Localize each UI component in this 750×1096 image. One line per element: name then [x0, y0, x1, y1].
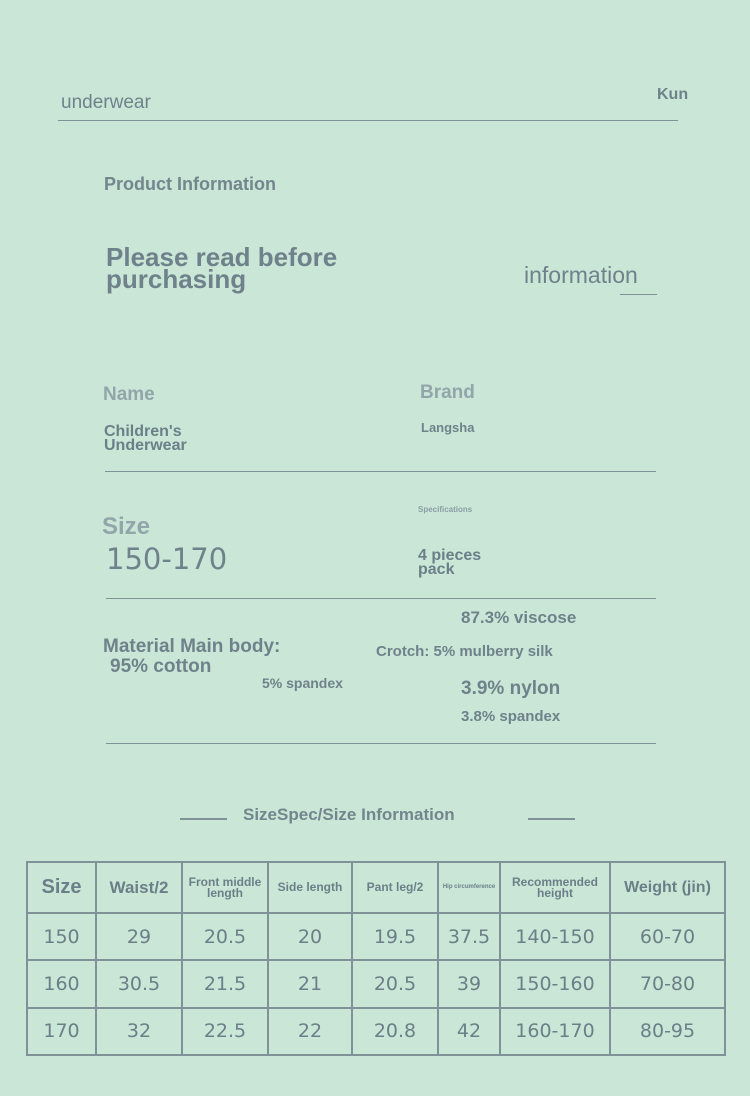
cell-front-middle-length: 21.5 [182, 960, 268, 1007]
table-header-row [27, 862, 725, 913]
cell-weight: 60-70 [610, 913, 725, 960]
cell-front-middle-length: 22.5 [182, 1008, 268, 1055]
header-size: Size [27, 862, 96, 913]
section-title: Product Information [104, 174, 276, 194]
cell-front-middle-length: 20.5 [182, 913, 268, 960]
size-section-rule-right [528, 818, 575, 820]
brand-mark: Kun [657, 86, 689, 103]
header-side-length: Side length [268, 862, 352, 913]
material-main-spandex: 5% spandex [262, 675, 343, 691]
size-section-rule-left [180, 818, 227, 820]
table-row [27, 1008, 725, 1055]
table-row [27, 913, 725, 960]
header-divider [58, 120, 678, 121]
cell-waist: 30.5 [96, 960, 182, 1007]
cell-waist: 32 [96, 1008, 182, 1055]
header-pant-leg: Pant leg/2 [352, 862, 438, 913]
header-recommended-height: Recommended height [500, 862, 610, 913]
cell-size: 150 [27, 913, 96, 960]
cell-hip-circumference: 42 [438, 1008, 500, 1055]
cell-side-length: 22 [268, 1008, 352, 1055]
header-weight: Weight (jin) [610, 862, 725, 913]
side-label: information [524, 262, 638, 288]
crotch-viscose: 87.3% viscose [461, 608, 577, 627]
header-front-middle-length: Front middle length [182, 862, 268, 913]
cell-side-length: 21 [268, 960, 352, 1007]
spec-value: 4 pieces pack [418, 547, 482, 578]
cell-recommended-height: 140-150 [500, 913, 610, 960]
headline: Please read before purchasing [106, 242, 338, 294]
name-value: Children's Underwear [104, 423, 187, 454]
cell-hip-circumference: 39 [438, 960, 500, 1007]
spec-label: Specifications [418, 505, 473, 514]
cell-side-length: 20 [268, 913, 352, 960]
info-divider-1 [105, 471, 656, 472]
cell-size: 160 [27, 960, 96, 1007]
header-hip-circumference: Hip circumference [438, 862, 500, 913]
header-waist: Waist/2 [96, 862, 182, 913]
category-label: underwear [61, 92, 151, 113]
side-label-underline [620, 294, 657, 295]
size-label: Size [102, 513, 151, 540]
size-value: 150-170 [106, 542, 228, 576]
cell-recommended-height: 150-160 [500, 960, 610, 1007]
cell-pant-leg: 19.5 [352, 913, 438, 960]
crotch-nylon: 3.9% nylon [461, 678, 561, 699]
cell-waist: 29 [96, 913, 182, 960]
size-section-title: SizeSpec/Size Information [243, 805, 455, 824]
crotch-spandex: 3.8% spandex [461, 708, 561, 725]
cell-recommended-height: 160-170 [500, 1008, 610, 1055]
brand-label: Brand [420, 382, 475, 403]
brand-value: Langsha [421, 420, 475, 435]
info-divider-3 [106, 743, 656, 744]
cell-pant-leg: 20.8 [352, 1008, 438, 1055]
table-row [27, 960, 725, 1007]
material-main-label: Material Main body: [103, 636, 281, 657]
cell-hip-circumference: 37.5 [438, 913, 500, 960]
cell-weight: 70-80 [610, 960, 725, 1007]
material-main-cotton: 95% cotton [110, 656, 212, 677]
cell-weight: 80-95 [610, 1008, 725, 1055]
cell-size: 170 [27, 1008, 96, 1055]
name-label: Name [103, 384, 155, 405]
info-divider-2 [106, 598, 656, 599]
cell-pant-leg: 20.5 [352, 960, 438, 1007]
size-table [26, 861, 726, 1056]
crotch-label: Crotch: 5% mulberry silk [376, 643, 553, 660]
